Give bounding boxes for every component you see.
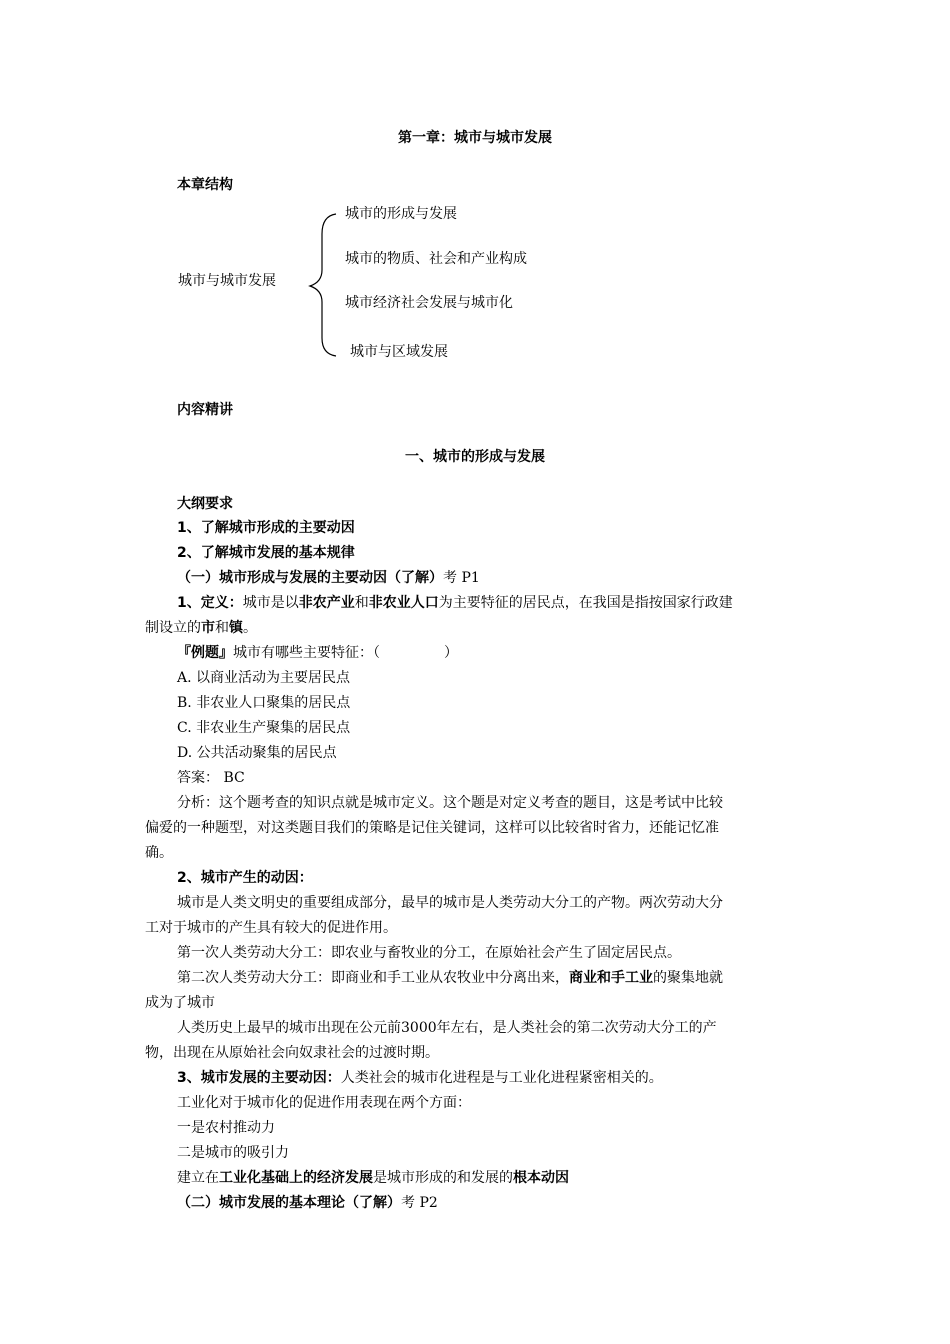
paragraph-line (177, 1069, 663, 1087)
answer-line: 答案： BC (177, 770, 245, 786)
paragraph-line: 成为了城市 (145, 995, 215, 1011)
diagram-branch: 城市的形成与发展 (345, 206, 457, 222)
text: 的聚集地就 (653, 970, 723, 986)
question-text: 城市有哪些主要特征：（ (233, 645, 380, 661)
subsection-heading (177, 1194, 438, 1212)
paragraph-line: 物，出现在从原始社会向奴隶社会的过渡时期。 (145, 1045, 439, 1061)
paragraph-line: 工对于城市的产生具有较大的促进作用。 (145, 920, 397, 936)
analysis-line: 偏爱的一种题型，对这类题目我们的策略是记住关键词，这样可以比较省时省力，还能记忆准 (145, 820, 719, 836)
example-label: 『例题』 (177, 645, 233, 661)
definition-label: 1、定义： (177, 595, 243, 611)
option-item: C. 非农业生产聚集的居民点 (177, 720, 351, 736)
keyword: 市 (201, 620, 215, 636)
diagram-root: 城市与城市发展 (178, 273, 276, 289)
page-ref: 考 P1 (443, 570, 480, 586)
content-heading: 内容精讲 (177, 402, 233, 418)
option-item: A. 以商业活动为主要居民点 (177, 670, 351, 686)
text: 第二次人类劳动大分工：即商业和手工业从农牧业中分离出来， (177, 970, 569, 986)
brace-icon (300, 210, 340, 360)
list-item: 二是城市的吸引力 (177, 1145, 289, 1161)
option-item: D. 公共活动聚集的居民点 (177, 745, 337, 761)
diagram-branch: 城市的物质、社会和产业构成 (345, 251, 527, 267)
text: ） (444, 645, 458, 661)
text: 和 (215, 620, 229, 636)
text: 城市是以 (242, 595, 299, 611)
keyword: 工业化基础上的经济发展 (219, 1170, 373, 1186)
option-item: B. 非农业人口聚集的居民点 (177, 695, 351, 711)
example-question (177, 644, 458, 662)
text: 。 (243, 620, 257, 636)
definition-line (145, 619, 257, 637)
list-item: 一是农村推动力 (177, 1120, 275, 1136)
outline-heading: 大纲要求 (177, 496, 233, 512)
text: 建立在 (177, 1170, 219, 1186)
page-ref: 考 P2 (401, 1195, 438, 1211)
paragraph-line: 第一次人类劳动大分工：即农业与畜牧业的分工，在原始社会产生了固定居民点。 (177, 945, 681, 961)
text: 是城市形成的和发展的 (373, 1170, 513, 1186)
subsection-title: （一）城市形成与发展的主要动因（了解） (177, 570, 443, 586)
text: 为主要特征的居民点，在我国是指按国家行政建 (438, 595, 733, 611)
outline-item: 2、了解城市发展的基本规律 (177, 545, 355, 561)
paragraph-line (177, 1169, 569, 1187)
section-title: 一、城市的形成与发展 (405, 449, 545, 465)
chapter-title: 第一章：城市与城市发展 (398, 130, 552, 146)
keyword: 根本动因 (513, 1170, 569, 1186)
paragraph-line: 人类历史上最早的城市出现在公元前3000年左右，是人类社会的第二次劳动大分工的产 (177, 1020, 717, 1036)
keyword: 非农产业 (298, 595, 355, 611)
keyword: 镇 (229, 620, 243, 636)
subsection-heading (177, 569, 480, 587)
text: 制设立的 (145, 620, 201, 636)
text: 和 (354, 595, 369, 611)
paragraph-line (177, 969, 723, 987)
text: 人类社会的城市化进程是与工业化进程紧密相关的。 (340, 1070, 663, 1086)
paragraph-line: 工业化对于城市化的促进作用表现在两个方面： (177, 1095, 471, 1111)
diagram-branch: 城市与区域发展 (350, 344, 448, 360)
analysis-line: 分析：这个题考查的知识点就是城市定义。这个题是对定义考查的题目，这是考试中比较 (177, 795, 723, 811)
diagram-branch: 城市经济社会发展与城市化 (345, 295, 513, 311)
paragraph-heading: 2、城市产生的动因： (177, 870, 313, 886)
subsection-title: （二）城市发展的基本理论（了解） (177, 1195, 401, 1211)
keyword: 商业和手工业 (569, 970, 653, 986)
definition-line (177, 594, 733, 612)
paragraph-heading: 3、城市发展的主要动因： (177, 1070, 341, 1086)
outline-item: 1、了解城市形成的主要动因 (177, 520, 355, 536)
paragraph-line: 城市是人类文明史的重要组成部分，最早的城市是人类劳动大分工的产物。两次劳动大分 (177, 895, 723, 911)
structure-heading: 本章结构 (177, 177, 233, 193)
analysis-line: 确。 (145, 845, 173, 861)
keyword: 非农业人口 (368, 595, 439, 611)
